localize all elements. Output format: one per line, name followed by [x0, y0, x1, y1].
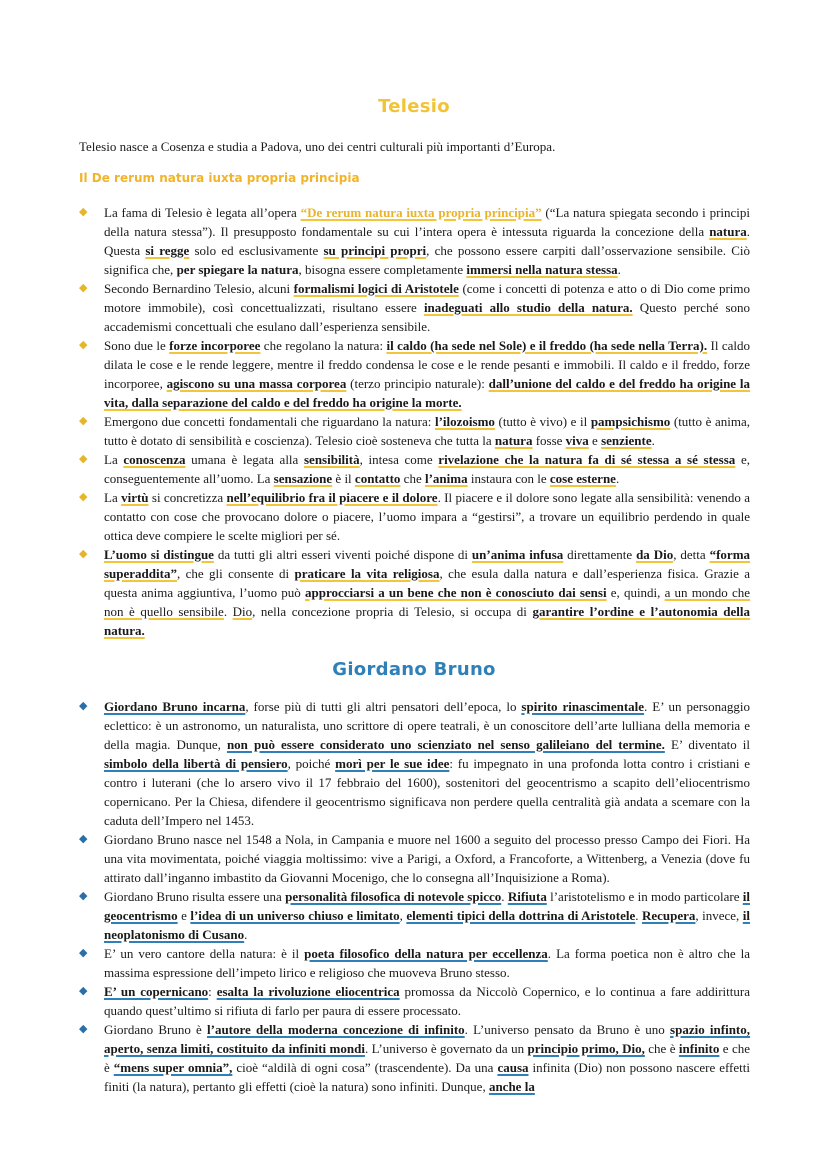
list-item: ◆ Secondo Bernardino Telesio, alcuni formalismi logici di Aristotele (come i concetti di potenza e atto o di Dio come primo motore immobile), così concettualizzati, risultano essere inadeguati allo studio della natura. Questo perché sono accademismi concettuali che esulano dall’esperienza sensibile. — [79, 281, 751, 334]
diamond-bullet-icon: ◆ — [79, 700, 88, 712]
diamond-bullet-icon: ◆ — [79, 491, 88, 503]
diamond-bullet-icon: ◆ — [79, 890, 88, 902]
diamond-bullet-icon: ◆ — [79, 1023, 88, 1035]
diamond-bullet-icon: ◆ — [79, 947, 88, 959]
list-item: ◆ Sono due le forze incorporee che regolano la natura: il caldo (ha sede nel Sole) e il freddo (ha sede nella Terra). Il caldo dilata le cose e le rende leggere, mentre il freddo condensa le cose e le rende pesanti e immobili. Il caldo e il freddo, forze incorporee, agiscono su una massa corporea (terzo principio naturale): dall’unione del caldo e del freddo ha origine la vita, dalla separazione del caldo e del freddo ha origine la morte. — [79, 338, 751, 410]
list-item: ◆ L’uomo si distingue da tutti gli altri esseri viventi poiché dispone di un’anima infusa direttamente da Dio, detta “forma superaddita”, che gli consente di praticare la vita religiosa, che esula dalla natura e dall’esperienza fisica. Grazie a questa anima aggiuntiva, l’uomo può approcciarsi a un bene che non è conosciuto dai sensi e, quindi, a un mondo che non è quello sensibile. Dio, nella concezione propria di Telesio, si occupa di garantire l’ordine e l’autonomia della natura. — [79, 547, 751, 638]
list-item: ◆ E’ un vero cantore della natura: è il poeta filosofico della natura per eccellenza. La forma poetica non è altro che la massima espressione dell’impeto lirico e religioso che muoveva Bruno stesso. — [79, 946, 750, 980]
diamond-bullet-icon: ◆ — [79, 282, 88, 294]
diamond-bullet-icon: ◆ — [79, 415, 88, 427]
telesio-bullet-list — [79, 203, 750, 640]
bruno-title: Giordano Bruno — [332, 659, 496, 680]
list-item: ◆ Giordano Bruno risulta essere una personalità filosofica di notevole spicco. Rifiuta l’aristotelismo e in modo particolare il geocentrismo e l’idea di un universo chiuso e limitato, elementi tipici della dottrina di Aristotele. Recupera, invece, il neoplatonismo di Cusano. — [79, 889, 751, 942]
diamond-bullet-icon: ◆ — [79, 339, 88, 351]
diamond-bullet-icon: ◆ — [79, 985, 88, 997]
diamond-bullet-icon: ◆ — [79, 833, 88, 845]
list-item: ◆ Emergono due concetti fondamentali che riguardano la natura: l’ilozoismo (tutto è vivo) e il pampsichismo (tutto è anima, tutto è dotato di sensibilità e coscienza). Telesio cioè sosteneva che tutta la natura fosse viva e senziente. — [79, 414, 750, 448]
diamond-bullet-icon: ◆ — [79, 453, 88, 465]
list-item: ◆ Giordano Bruno incarna, forse più di tutti gli altri pensatori dell’epoca, lo spirito rinascimentale. E’ un personaggio eclettico: è un astronomo, un naturalista, uno scrittore di opere teatrali, è un conoscitore dell’arte lulliana della memoria e della magia. Dunque, non può essere considerato uno scienziato nel senso galileiano del termine. E’ diventato il simbolo della libertà di pensiero, poiché morì per le sue idee: fu impegnato in una profonda lotta contro i cristiani e contro i luterani (che lo arsero vivo il 17 febbraio del 1600), sostenitori del geocentrismo a scapito dell’eliocentrismo copernicano. Per la Chiesa, difendere il geocentrismo significava non perdere quella centralità già andata a scemare con la caduta dell’Impero nel 1453. — [79, 699, 751, 828]
list-item: ◆ E’ un copernicano: esalta la rivoluzione eliocentrica promossa da Niccolò Copernico, e lo continua a fare addirittura quando quest’ultimo si rifiuta di farlo per paura di essere processato. — [79, 984, 750, 1018]
list-item: ◆ La conoscenza umana è legata alla sensibilità, intesa come rivelazione che la natura fa di sé stessa a sé stessa e, conseguentemente all’uomo. La sensazione è il contatto che l’anima instaura con le cose esterne. — [79, 452, 750, 486]
telesio-subtitle: Il De rerum natura iuxta propria principia — [79, 171, 360, 185]
diamond-bullet-icon: ◆ — [79, 206, 88, 218]
bruno-bullet-list — [79, 697, 750, 1096]
telesio-title: Telesio — [378, 96, 450, 117]
list-item: ◆ Giordano Bruno nasce nel 1548 a Nola, in Campania e muore nel 1600 a seguito del processo presso Campo dei Fiori. Ha una vita movimentata, poiché viaggia moltissimo: vive a Parigi, a Oxford, a Francoforte, a Wittenberg, a Venezia (dove fu attirato dall’inganno imbastito da Giovanni Mocenigo, che lo consegna all’Inquisizione a Roma). — [79, 832, 750, 885]
list-item: ◆ La virtù si concretizza nell’equilibrio fra il piacere e il dolore. Il piacere e il dolore sono legate alla sensibilità: venendo a contatto con cose che provocano dolore o piacere, l’uomo impara a “gestirsi”, a trovare un equilibrio perdendo in quale ottica deve compiere le scelte migliori per sé. — [79, 490, 750, 543]
list-item: ◆ Giordano Bruno è l’autore della moderna concezione di infinito. L’universo pensato da Bruno è uno spazio infinto, aperto, senza limiti, costituito da infiniti mondi. L’universo è governato da un principio primo, Dio, che è infinito e che è “mens super omnia”, cioè “aldilà di ogni cosa” (trascendente). Da una causa infinita (Dio) non possono nascere effetti finiti (la natura), pertanto gli effetti (cioè la natura) sono infiniti. Dunque, anche la — [79, 1022, 751, 1094]
telesio-intro: Telesio nasce a Cosenza e studia a Padova, uno dei centri culturali più importanti d’Europa. — [79, 139, 556, 154]
list-item: ◆ La fama di Telesio è legata all’opera “De rerum natura iuxta propria principia” (“La natura spiegata secondo i principi della natura stessa”). Il presupposto fondamentale su cui l’intera opera è intessuta riguarda la concezione della natura. Questa si regge solo ed esclusivamente su principi propri, che possono essere carpiti dall’osservazione sensibile. Ciò significa che, per spiegare la natura, bisogna essere completamente immersi nella natura stessa. — [79, 205, 751, 277]
diamond-bullet-icon: ◆ — [79, 548, 88, 560]
